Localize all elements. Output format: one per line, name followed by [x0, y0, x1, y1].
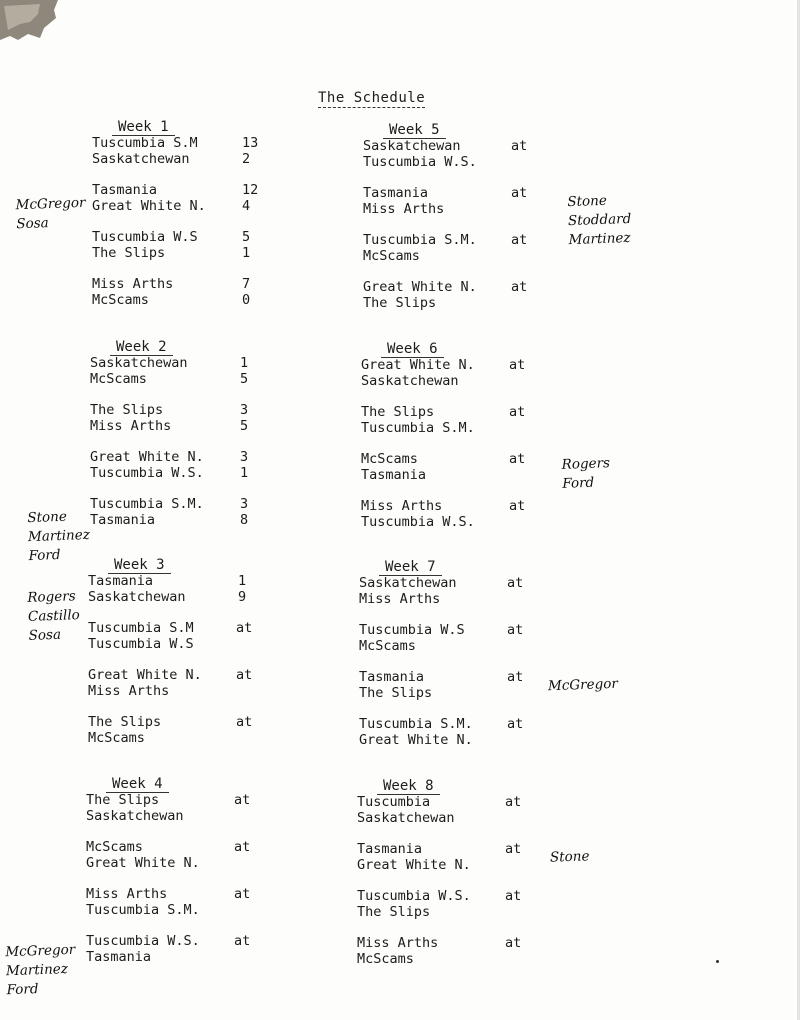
game-away-line	[88, 589, 288, 605]
game-home-line	[86, 792, 286, 808]
game-entry	[363, 232, 563, 264]
game-home-line	[361, 404, 561, 420]
game-entry	[86, 933, 286, 965]
handwritten-note-week4	[5, 941, 77, 1000]
home-score: 1	[240, 355, 249, 371]
away-team: Miss Arths	[88, 683, 170, 699]
page-title: The Schedule	[318, 90, 426, 106]
home-team: Miss Arths	[361, 498, 443, 514]
note-name: Martinez	[5, 961, 69, 980]
home-team: Tuscumbia S.M.	[90, 496, 204, 512]
away-team: McScams	[88, 730, 145, 746]
away-team: McScams	[90, 371, 147, 387]
game-entry	[88, 667, 288, 699]
home-team: Great White N.	[361, 357, 475, 373]
game-away-line	[92, 292, 292, 308]
week-title: Week 8	[377, 779, 440, 795]
game-home-line	[92, 182, 292, 198]
game-home-line	[363, 279, 563, 295]
note-name: Ford	[562, 474, 595, 492]
game-home-line	[88, 714, 288, 730]
game-away-line	[357, 951, 557, 967]
game-home-line	[92, 135, 292, 151]
home-team: The Slips	[88, 714, 162, 730]
home-score: 12	[242, 182, 259, 198]
game-away-line	[88, 730, 288, 746]
away-team: Saskatchewan	[92, 151, 190, 167]
at-marker: at	[509, 404, 526, 420]
home-team: McScams	[86, 839, 143, 855]
at-marker: at	[505, 935, 522, 951]
away-team: McScams	[92, 292, 149, 308]
game-entry	[359, 716, 559, 748]
home-team: The Slips	[86, 792, 160, 808]
note-name: Rogers	[27, 588, 76, 606]
away-team: McScams	[359, 638, 416, 654]
game-entry	[363, 279, 563, 311]
away-score: 5	[240, 418, 249, 434]
game-away-line	[86, 902, 286, 918]
away-team: Miss Arths	[90, 418, 172, 434]
game-home-line	[90, 496, 290, 512]
game-entry	[90, 402, 290, 434]
game-away-line	[357, 810, 557, 826]
away-score: 1	[240, 465, 249, 481]
away-team: Great White N.	[359, 732, 473, 748]
away-team: Tuscumbia W.S.	[90, 465, 204, 481]
game-away-line	[363, 295, 563, 311]
home-team: Tuscumbia S.M.	[359, 716, 473, 732]
game-entry	[357, 841, 557, 873]
away-team: The Slips	[359, 685, 433, 701]
game-away-line	[90, 371, 290, 387]
note-name: Ford	[6, 981, 39, 999]
away-team: Tuscumbia S.M.	[86, 902, 200, 918]
game-home-line	[357, 841, 557, 857]
home-team: Tuscumbia W.S	[359, 622, 465, 638]
game-home-line	[361, 357, 561, 373]
game-away-line	[86, 808, 286, 824]
week-title: Week 1	[112, 120, 175, 136]
game-away-line	[361, 467, 561, 483]
week-title: Week 5	[383, 123, 446, 139]
game-home-line	[363, 185, 563, 201]
game-home-line	[88, 620, 288, 636]
game-entry	[90, 355, 290, 387]
week-title: Week 7	[379, 560, 442, 576]
game-entry	[88, 573, 288, 605]
game-away-line	[363, 201, 563, 217]
game-home-line	[90, 355, 290, 371]
game-away-line	[92, 245, 292, 261]
game-home-line	[86, 933, 286, 949]
at-marker: at	[511, 232, 528, 248]
home-team: Great White N.	[363, 279, 477, 295]
away-team: Tuscumbia W.S	[88, 636, 194, 652]
handwritten-note-week5	[567, 191, 632, 250]
note-name: Martinez	[27, 526, 91, 546]
home-team: The Slips	[361, 404, 435, 420]
home-team: Tasmania	[359, 669, 425, 685]
game-home-line	[363, 232, 563, 248]
home-score: 3	[240, 496, 249, 512]
game-away-line	[88, 683, 288, 699]
game-entry	[86, 792, 286, 824]
handwritten-note-week2	[27, 507, 91, 566]
home-score: 3	[240, 449, 249, 465]
game-away-line	[90, 418, 290, 434]
home-team: Tuscumbia S.M	[88, 620, 194, 636]
game-entry	[88, 714, 288, 746]
game-away-line	[90, 465, 290, 481]
game-home-line	[90, 449, 290, 465]
away-team: Great White N.	[92, 198, 206, 214]
ink-speck	[716, 960, 719, 963]
at-marker: at	[511, 185, 528, 201]
away-team: Saskatchewan	[361, 373, 459, 389]
away-team: The Slips	[357, 904, 431, 920]
at-marker: at	[509, 498, 526, 514]
at-marker: at	[511, 138, 528, 154]
at-marker: at	[505, 841, 522, 857]
week-title: Week 2	[110, 340, 173, 356]
at-marker: at	[509, 451, 526, 467]
game-entry	[88, 620, 288, 652]
home-team: Tasmania	[88, 573, 154, 589]
home-team: Tuscumbia W.S.	[86, 933, 200, 949]
home-team: Tuscumbia	[357, 794, 431, 810]
game-home-line	[88, 573, 288, 589]
away-team: Great White N.	[86, 855, 200, 871]
handwritten-note-week8	[550, 847, 590, 867]
note-name: Rogers	[561, 455, 611, 473]
note-name: McGregor	[547, 675, 619, 695]
note-name: Ford	[28, 546, 61, 565]
game-home-line	[359, 622, 559, 638]
home-team: Great White N.	[88, 667, 202, 683]
game-entry	[361, 451, 561, 483]
home-team: McScams	[361, 451, 418, 467]
handwritten-note-week3	[27, 587, 81, 646]
note-name: Martinez	[568, 229, 631, 249]
game-away-line	[357, 904, 557, 920]
away-team: Saskatchewan	[88, 589, 186, 605]
away-team: McScams	[363, 248, 420, 264]
at-marker: at	[234, 886, 251, 902]
away-score: 1	[242, 245, 251, 261]
away-team: Saskatchewan	[357, 810, 455, 826]
home-team: Miss Arths	[86, 886, 168, 902]
game-entry	[90, 496, 290, 528]
note-name: McGregor	[5, 941, 76, 961]
home-team: Great White N.	[90, 449, 204, 465]
game-away-line	[86, 949, 286, 965]
game-away-line	[359, 732, 559, 748]
game-away-line	[90, 512, 290, 528]
game-home-line	[359, 716, 559, 732]
handwritten-note-week6	[561, 454, 611, 494]
game-away-line	[361, 420, 561, 436]
away-team: Miss Arths	[359, 591, 441, 607]
game-home-line	[359, 669, 559, 685]
away-score: 9	[238, 589, 247, 605]
at-marker: at	[236, 714, 253, 730]
game-away-line	[359, 685, 559, 701]
away-team: Tuscumbia S.M.	[361, 420, 475, 436]
week-title: Week 4	[106, 777, 169, 793]
game-entry	[363, 185, 563, 217]
game-entry	[359, 622, 559, 654]
away-team: Tasmania	[90, 512, 156, 528]
home-score: 13	[242, 135, 259, 151]
game-home-line	[359, 575, 559, 591]
game-entry	[361, 498, 561, 530]
at-marker: at	[236, 667, 253, 683]
week-title: Week 3	[108, 558, 171, 574]
home-team: Saskatchewan	[359, 575, 457, 591]
game-away-line	[361, 373, 561, 389]
home-team: Tasmania	[357, 841, 423, 857]
game-entry	[92, 135, 292, 167]
note-name: McGregor	[15, 194, 86, 214]
away-score: 5	[240, 371, 249, 387]
at-marker: at	[236, 620, 253, 636]
game-entry	[359, 575, 559, 607]
note-name: Stone	[27, 508, 68, 527]
at-marker: at	[505, 888, 522, 904]
away-team: Tuscumbia W.S.	[363, 154, 477, 170]
home-team: Tuscumbia W.S	[92, 229, 198, 245]
game-away-line	[357, 857, 557, 873]
game-entry	[90, 449, 290, 481]
game-entry	[361, 404, 561, 436]
home-team: Tasmania	[363, 185, 429, 201]
game-away-line	[88, 636, 288, 652]
away-score: 0	[242, 292, 251, 308]
at-marker: at	[507, 669, 524, 685]
home-team: Saskatchewan	[363, 138, 461, 154]
home-team: Tasmania	[92, 182, 158, 198]
game-entry	[363, 138, 563, 170]
game-home-line	[363, 138, 563, 154]
week-title: Week 6	[381, 342, 444, 358]
game-home-line	[361, 451, 561, 467]
game-away-line	[359, 591, 559, 607]
game-home-line	[90, 402, 290, 418]
at-marker: at	[505, 794, 522, 810]
note-name: Sosa	[28, 626, 62, 644]
note-name: Stone	[567, 192, 608, 211]
home-score: 1	[238, 573, 247, 589]
home-team: Tuscumbia S.M.	[363, 232, 477, 248]
game-entry	[86, 886, 286, 918]
note-name: Stone	[549, 848, 590, 866]
game-entry	[357, 888, 557, 920]
game-entry	[92, 182, 292, 214]
handwritten-note-week1	[15, 194, 86, 234]
away-score: 4	[242, 198, 251, 214]
away-score: 2	[242, 151, 251, 167]
home-team: Tuscumbia W.S.	[357, 888, 471, 904]
game-away-line	[92, 151, 292, 167]
away-team: Saskatchewan	[86, 808, 184, 824]
game-home-line	[357, 794, 557, 810]
note-name: Castillo	[27, 607, 81, 625]
game-home-line	[88, 667, 288, 683]
away-team: The Slips	[92, 245, 166, 261]
game-entry	[92, 276, 292, 308]
away-team: Miss Arths	[363, 201, 445, 217]
game-home-line	[92, 276, 292, 292]
game-away-line	[361, 514, 561, 530]
at-marker: at	[507, 575, 524, 591]
home-score: 3	[240, 402, 249, 418]
at-marker: at	[511, 279, 528, 295]
at-marker: at	[509, 357, 526, 373]
away-team: Great White N.	[357, 857, 471, 873]
home-team: Tuscumbia S.M	[92, 135, 198, 151]
game-home-line	[86, 839, 286, 855]
home-team: Miss Arths	[92, 276, 174, 292]
game-entry	[357, 935, 557, 967]
at-marker: at	[234, 792, 251, 808]
home-score: 5	[242, 229, 251, 245]
game-away-line	[92, 198, 292, 214]
home-score: 7	[242, 276, 251, 292]
home-team: Saskatchewan	[90, 355, 188, 371]
away-score: 8	[240, 512, 249, 528]
torn-corner	[0, 0, 62, 42]
game-entry	[92, 229, 292, 261]
game-home-line	[361, 498, 561, 514]
at-marker: at	[507, 622, 524, 638]
away-team: The Slips	[363, 295, 437, 311]
at-marker: at	[234, 933, 251, 949]
at-marker: at	[234, 839, 251, 855]
home-team: The Slips	[90, 402, 164, 418]
game-home-line	[357, 935, 557, 951]
game-home-line	[357, 888, 557, 904]
game-entry	[357, 794, 557, 826]
game-home-line	[92, 229, 292, 245]
game-away-line	[86, 855, 286, 871]
note-name: Sosa	[16, 215, 49, 233]
handwritten-note-week7	[548, 675, 618, 696]
away-team: Tasmania	[86, 949, 152, 965]
game-entry	[359, 669, 559, 701]
game-away-line	[359, 638, 559, 654]
away-team: McScams	[357, 951, 414, 967]
game-home-line	[86, 886, 286, 902]
home-team: Miss Arths	[357, 935, 439, 951]
away-team: Tuscumbia W.S.	[361, 514, 475, 530]
game-entry	[86, 839, 286, 871]
away-team: Tasmania	[361, 467, 427, 483]
at-marker: at	[507, 716, 524, 732]
game-away-line	[363, 154, 563, 170]
note-name: Stoddard	[567, 210, 632, 230]
game-entry	[361, 357, 561, 389]
game-away-line	[363, 248, 563, 264]
